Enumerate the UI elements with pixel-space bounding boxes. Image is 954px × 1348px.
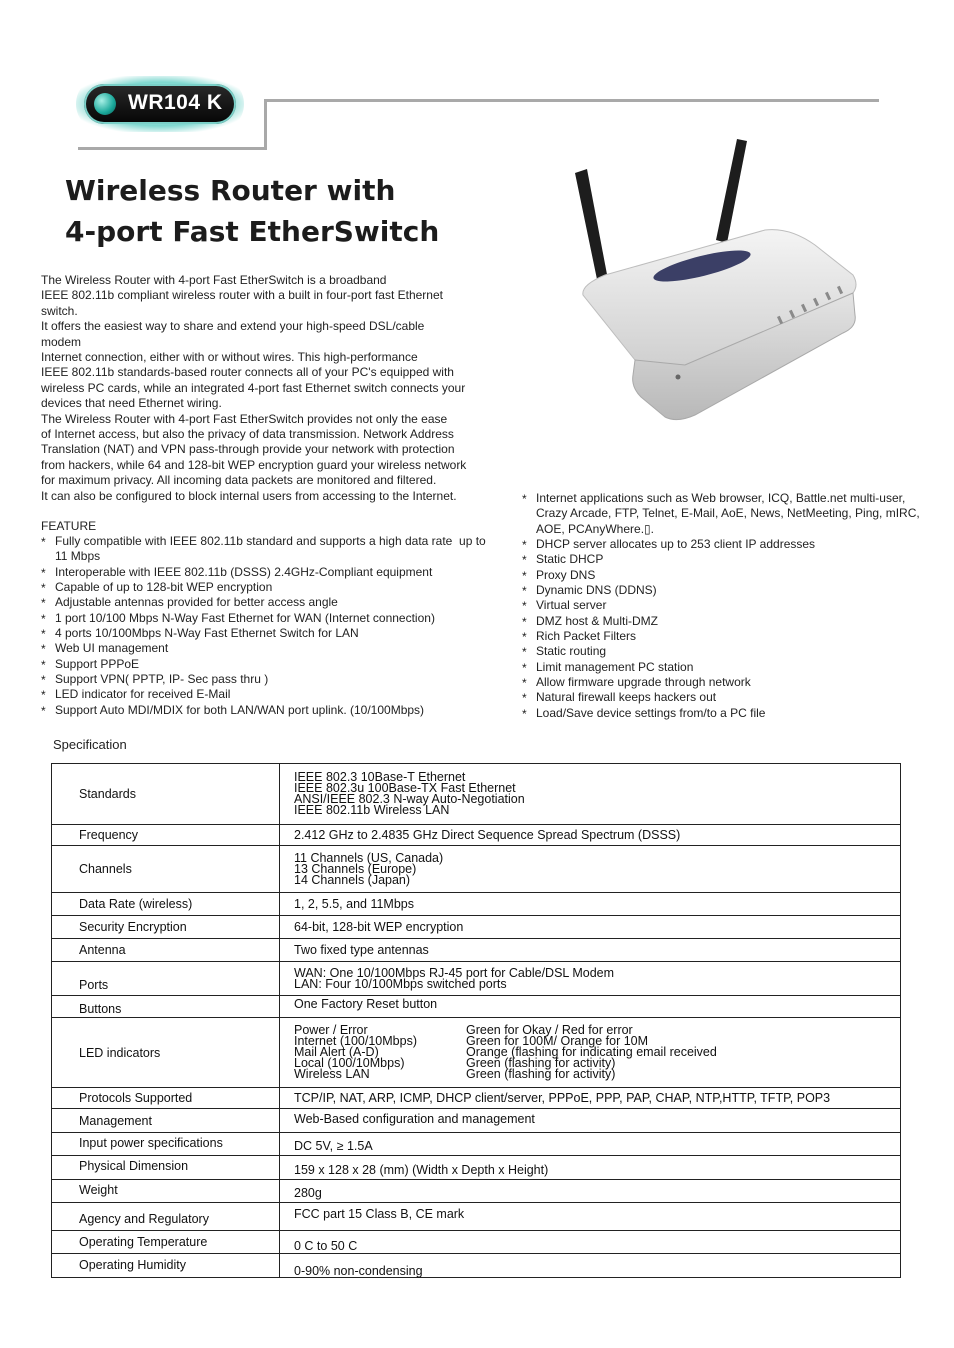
intro-line: from hackers, while 64 and 128-bit WEP encryption guard your wireless network [41,457,467,472]
table-row [52,1231,901,1254]
spec-label: LED indicators [52,1018,280,1088]
intro-line: modem [41,334,82,349]
title-line: Wireless Router with [65,174,396,207]
feature-item: * Load/Save device settings from/to a PC file [522,706,932,721]
spec-label: Weight [52,1180,280,1203]
feature-item: * Fully compatible with IEEE 802.11b standard and supports a high data rate up to 11 Mbps [41,534,501,565]
intro-line: switch. [41,303,78,318]
spec-value: 2.412 GHz to 2.4835 GHz Direct Sequence Spread Spectrum (DSSS) [280,825,901,846]
table-row [52,764,901,825]
spec-label: Physical Dimension [52,1156,280,1180]
spec-value [280,962,901,996]
intro-line: devices that need Ethernet wiring. [41,396,222,411]
intro-line: The Wireless Router with 4-port Fast EtherSwitch is a broadband [41,273,387,287]
feature-item: * Internet applications such as Web browser, ICQ, Battle.net multi-user, Crazy Arcade, FTP, Telnet, E-Mail, AoE, News, NetMeeting, Ping, mIRC, AOE, PCAnyWhere.▯. [522,491,932,537]
title-line: 4-port Fast EtherSwitch [65,215,440,248]
led-name: Power / Error [294,1023,368,1037]
spec-label: Antenna [52,939,280,962]
spec-value: 280g [280,1180,901,1203]
table-row [52,825,901,846]
intro-line: for maximum privacy. All incoming data packets are monitored and filtered. [41,473,437,488]
intro-line: Internet connection, either with or without wires. This high-performance [41,350,418,365]
spec-value: Web-Based configuration and management [280,1109,901,1133]
feature-item: * Web UI management [41,641,501,656]
feature-item: * 1 port 10/100 Mbps N-Way Fast Ethernet for WAN (Internet connection) [41,611,501,626]
table-row [52,916,901,939]
feature-item: * 4 ports 10/100Mbps N-Way Fast Ethernet Switch for LAN [41,626,501,641]
spec-value: 0 C to 50 C [280,1231,901,1254]
feature-item: * Allow firmware upgrade through network [522,675,932,690]
feature-item: * Support Auto MDI/MDIX for both LAN/WAN port uplink. (10/100Mbps) [41,703,501,718]
feature-item: * Interoperable with IEEE 802.11b (DSSS) 2.4GHz-Compliant equipment [41,565,501,580]
header-frame-line [264,99,267,149]
feature-item: * Support VPN( PPTP, IP- Sec pass thru ) [41,672,501,687]
led-desc: Orange (flashing for indicating email received [466,1045,717,1059]
led-name: Wireless LAN [294,1067,370,1081]
spec-label: Standards [52,764,280,825]
spec-value: FCC part 15 Class B, CE mark [280,1203,901,1231]
spec-value: 1, 2, 5.5, and 11Mbps [280,893,901,916]
table-row [52,846,901,893]
table-row [52,1156,901,1180]
spec-label: Operating Temperature [52,1231,280,1254]
table-row [52,939,901,962]
router-product-image [565,135,865,430]
spec-label: Operating Humidity [52,1254,280,1278]
spec-value [280,846,901,893]
spec-value-line: 11 Channels (US, Canada) [294,850,444,865]
spec-value-line: 14 Channels (Japan) [294,872,411,887]
table-row [52,962,901,996]
feature-list [41,534,501,718]
table-row [52,1133,901,1156]
spec-label: Frequency [52,825,280,846]
badge-dot-icon [94,93,116,115]
spec-value [280,1018,901,1088]
table-row [52,1109,901,1133]
spec-label: Ports [52,962,280,996]
table-row [52,1088,901,1109]
spec-value: TCP/IP, NAT, ARP, ICMP, DHCP client/server, PPPoE, PPP, PAP, CHAP, NTP,HTTP, TFTP, POP3 [280,1088,901,1109]
page-title [65,170,439,252]
feature-heading: FEATURE [41,519,97,533]
feature-item: * Rich Packet Filters [522,629,932,644]
led-name: Internet (100/10Mbps) [294,1034,417,1048]
feature-item: * Limit management PC station [522,660,932,675]
spec-value-line: IEEE 802.11b Wireless LAN [294,803,450,817]
header-frame-line [264,99,879,102]
feature-item: * Dynamic DNS (DDNS) [522,583,932,598]
spec-value-line: IEEE 802.3u 100Base-TX Fast Ethernet [294,781,516,795]
spec-value-line: ANSI/IEEE 802.3 N-way Auto-Negotiation [294,792,525,806]
feature-item: * Adjustable antennas provided for better access angle [41,595,501,610]
feature-item: * Static DHCP [522,552,932,567]
intro-line: IEEE 802.11b compliant wireless router with a built in four-port fast Ethernet [41,288,443,303]
spec-label: Buttons [52,996,280,1018]
header-frame-line [78,147,267,150]
intro-line: The Wireless Router with 4-port Fast EtherSwitch provides not only the ease [41,411,448,426]
model-badge [76,76,244,132]
feature-list-secondary [522,491,932,721]
feature-item: * Static routing [522,644,932,659]
spec-value: 159 x 128 x 28 (mm) (Width x Depth x Height) [280,1156,901,1180]
intro-paragraph [41,273,501,504]
spec-label: Data Rate (wireless) [52,893,280,916]
intro-line: Translation (NAT) and VPN pass-through provide your network with protection [41,442,455,457]
spec-value: Two fixed type antennas [280,939,901,962]
table-row [52,893,901,916]
led-desc: Green (flashing for activity) [466,1067,616,1081]
feature-item: * Capable of up to 128-bit WEP encryption [41,580,501,595]
spec-label: Input power specifications [52,1133,280,1156]
feature-item: * DMZ host & Multi-DMZ [522,614,932,629]
feature-item: * Proxy DNS [522,568,932,583]
intro-line: wireless PC cards, while an integrated 4-port fast Ethernet switch connects your [41,380,466,395]
feature-item: * Virtual server [522,598,932,613]
intro-line: of Internet access, but also the privacy of data transmission. Network Address [41,427,454,442]
table-row [52,1203,901,1231]
feature-item: * Natural firewall keeps hackers out [522,690,932,705]
feature-item: * DHCP server allocates up to 253 client IP addresses [522,537,932,552]
spec-label: Channels [52,846,280,893]
led-desc: Green for Okay / Red for error [466,1023,633,1037]
intro-line: IEEE 802.11b standards-based router connects all of your PC's equipped with [41,365,454,380]
spec-value: 0-90% non-condensing [280,1254,901,1278]
spec-value-line: IEEE 802.3 10Base-T Ethernet [294,770,466,784]
spec-value: One Factory Reset button [280,996,901,1018]
led-desc: Green for 100M/ Orange for 10M [466,1034,649,1048]
model-badge-text: WR104 K [128,91,223,114]
spec-value: 64-bit, 128-bit WEP encryption [280,916,901,939]
spec-label: Security Encryption [52,916,280,939]
table-row [52,1180,901,1203]
spec-value [280,764,901,825]
spec-label: Management [52,1109,280,1133]
intro-line: It offers the easiest way to share and extend your high-speed DSL/cable [41,319,425,334]
specification-heading: Specification [53,737,127,752]
specification-table [51,763,901,1278]
spec-value-line: LAN: Four 10/100Mbps switched ports [294,976,507,991]
feature-item: * LED indicator for received E-Mail [41,687,501,702]
spec-label: Agency and Regulatory [52,1203,280,1231]
table-row [52,1254,901,1278]
led-row [294,1069,900,1080]
spec-label: Protocols Supported [52,1088,280,1109]
led-name: Mail Alert (A-D) [294,1045,379,1059]
table-row [52,996,901,1018]
model-badge-body [84,84,236,124]
intro-line: It can also be configured to block internal users from accessing to the Internet. [41,488,457,503]
table-row [52,1018,901,1088]
spec-value: DC 5V, ≥ 1.5A [280,1133,901,1156]
led-name: Local (100/10Mbps) [294,1056,405,1070]
spec-value-line: 13 Channels (Europe) [294,861,417,876]
feature-item: * Support PPPoE [41,657,501,672]
led-desc: Green (flashing for activity) [466,1056,616,1070]
spec-value-line: WAN: One 10/100Mbps RJ-45 port for Cable/DSL Modem [294,965,615,980]
